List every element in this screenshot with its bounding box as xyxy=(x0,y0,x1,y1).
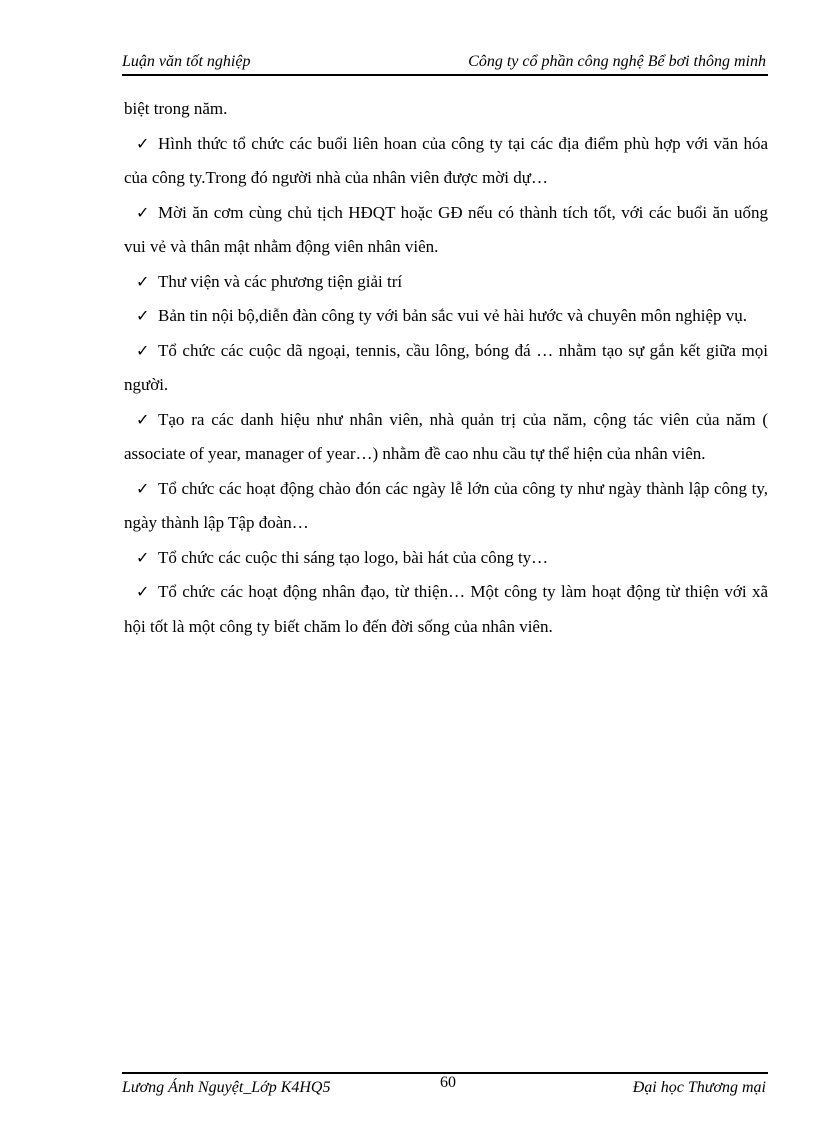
page-footer xyxy=(122,1072,768,1100)
body-text xyxy=(124,92,768,644)
bullet-item xyxy=(124,472,768,541)
page-header xyxy=(122,52,768,76)
bullet-text: Tổ chức các cuộc dã ngoại, tennis, cầu lông, bóng đá … nhằm tạo sự gắn kết giữa mọi người. xyxy=(124,340,768,394)
page-number: 60 xyxy=(440,1074,456,1091)
checkmark-icon: ✓ xyxy=(136,582,150,601)
lead-paragraph: biệt trong năm. xyxy=(124,99,228,118)
checkmark-icon: ✓ xyxy=(136,306,150,325)
checkmark-icon: ✓ xyxy=(136,133,150,153)
bullet-text: Hình thức tổ chức các buổi liên hoan của công ty tại các địa điểm phù hợp với văn hóa của công ty.Trong đó người nhà của nhân viên được mời dự… xyxy=(124,133,768,187)
bullet-text: Bản tin nội bộ,diễn đàn công ty với bản sắc vui vẻ hài hước và chuyên môn nghiệp vụ. xyxy=(158,306,748,325)
footer-university: Đại học Thương mại xyxy=(632,1079,766,1096)
checkmark-icon: ✓ xyxy=(136,271,150,291)
bullet-item xyxy=(124,334,768,403)
bullet-item xyxy=(124,575,768,644)
checkmark-icon: ✓ xyxy=(136,478,150,498)
header-company-name: Công ty cổ phần công nghệ Bể bơi thông minh xyxy=(468,53,766,70)
bullet-item xyxy=(124,196,768,265)
footer-author: Lương Ánh Nguyệt_Lớp K4HQ5 xyxy=(122,1079,331,1096)
bullet-text: Tổ chức các hoạt động chào đón các ngày lễ lớn của công ty như ngày thành lập công ty, ngày thành lập Tập đoàn… xyxy=(124,478,768,532)
header-thesis-label: Luận văn tốt nghiệp xyxy=(122,53,251,70)
bullet-item xyxy=(124,541,768,576)
checkmark-icon: ✓ xyxy=(136,202,150,222)
bullet-text: Tổ chức các cuộc thi sáng tạo logo, bài hát của công ty… xyxy=(158,547,549,567)
checkmark-icon: ✓ xyxy=(136,409,150,429)
bullet-text: Tạo ra các danh hiệu như nhân viên, nhà quản trị của năm, cộng tác viên của năm ( associate of year, manager of year…) nhằm đề cao nhu cầu tự thể hiện của nhân viên. xyxy=(124,409,768,463)
checkmark-icon: ✓ xyxy=(136,547,150,567)
bullet-text: Tổ chức các hoạt động nhân đạo, từ thiện… Một công ty làm hoạt động từ thiện với xã hội tốt là một công ty biết chăm lo đến đời sống của nhân viên. xyxy=(124,582,768,636)
bullet-item xyxy=(124,127,768,196)
bullet-item xyxy=(124,403,768,472)
bullet-item xyxy=(124,299,768,334)
checkmark-icon: ✓ xyxy=(136,340,150,360)
bullet-text: Mời ăn cơm cùng chủ tịch HĐQT hoặc GĐ nếu có thành tích tốt, với các buổi ăn uống vui vẻ và thân mật nhằm động viên nhân viên. xyxy=(124,202,768,256)
bullet-text: Thư viện và các phương tiện giải trí xyxy=(158,271,403,291)
bullet-item xyxy=(124,265,768,300)
